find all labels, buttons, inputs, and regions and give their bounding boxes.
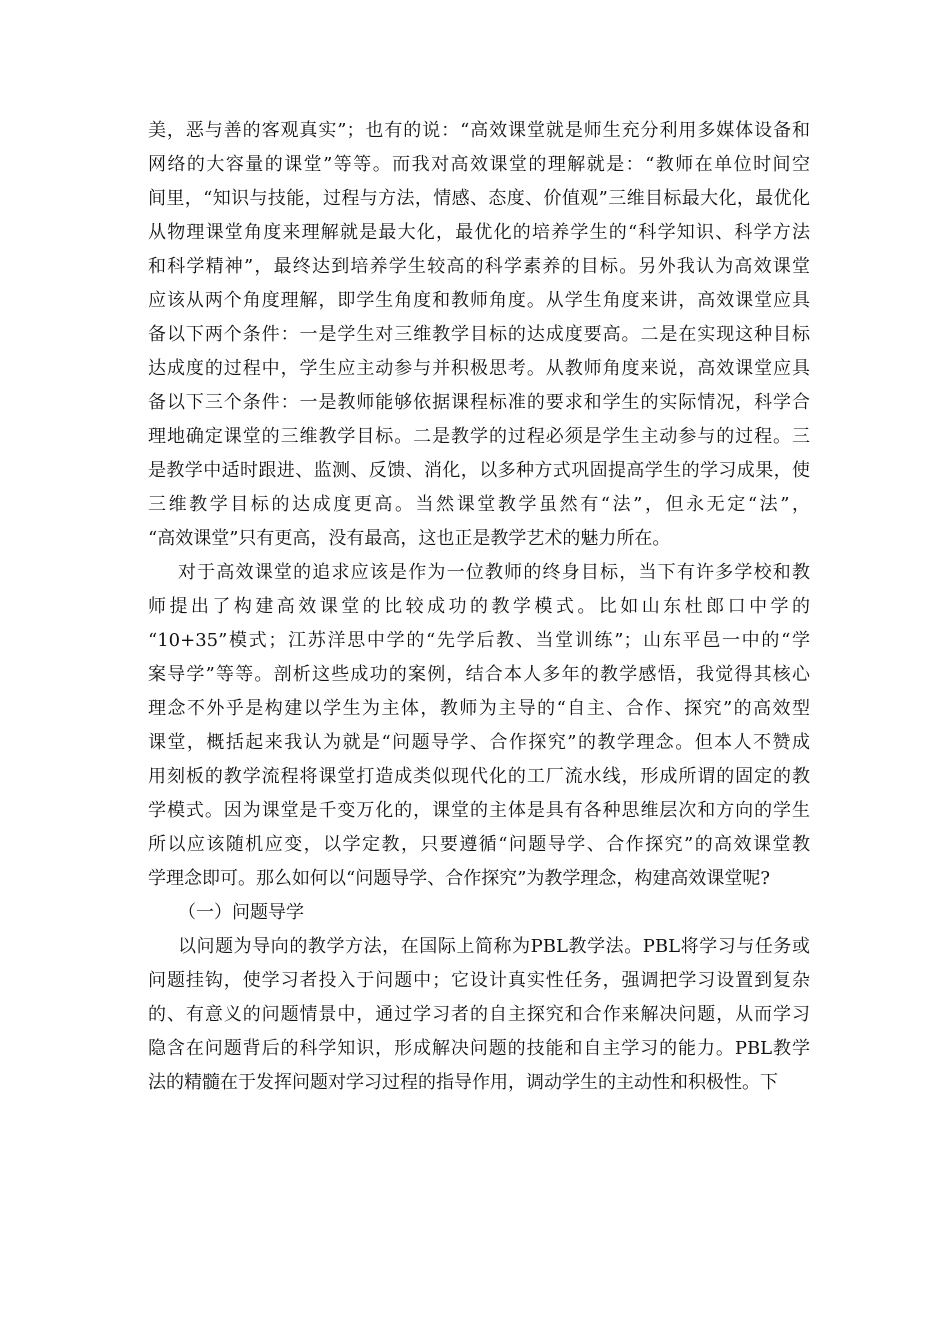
text-line: 从物理课堂角度来理解就是最大化，最优化的培养学生的“科学知识、科学方法 bbox=[148, 222, 810, 243]
text-line: 学理念即可。那么如何以“问题导学、合作探究”为教学理念，构建高效课堂呢? bbox=[148, 868, 771, 889]
text-line: 备以下两个条件：一是学生对三维教学目标的达成度要高。二是在实现这种目标 bbox=[148, 324, 810, 345]
document-body bbox=[148, 114, 810, 1100]
text-line: 美，恶与善的客观真实”；也有的说：“高效课堂就是师生充分利用多媒体设备和 bbox=[148, 120, 810, 141]
text-line: 法的精髓在于发挥问题对学习过程的指导作用，调动学生的主动性和积极性。下 bbox=[148, 1072, 778, 1093]
text-line: 用刻板的教学流程将课堂打造成类似现代化的工厂流水线，形成所谓的固定的教 bbox=[148, 766, 810, 787]
text-line: 备以下三个条件：一是教师能够依据课程标准的要求和学生的实际情况，科学合 bbox=[148, 392, 810, 413]
text-line: 师提出了构建高效课堂的比较成功的教学模式。比如山东杜郎口中学的 bbox=[148, 596, 810, 617]
text-line: 隐含在问题背后的科学知识，形成解决问题的技能和自主学习的能力。PBL教学 bbox=[148, 1038, 810, 1059]
paragraph bbox=[148, 930, 810, 1100]
text-line: 案导学”等等。剖析这些成功的案例，结合本人多年的教学感悟，我觉得其核心 bbox=[148, 664, 810, 685]
text-line: 网络的大容量的课堂”等等。而我对高效课堂的理解就是：“教师在单位时间空 bbox=[148, 154, 810, 175]
text-line: 三维教学目标的达成度更高。当然课堂教学虽然有“法”，但永无定“法”， bbox=[148, 494, 810, 515]
text-line: 课堂，概括起来我认为就是“问题导学、合作探究”的教学理念。但本人不赞成 bbox=[148, 732, 810, 753]
text-line: “10+35”模式；江苏洋思中学的“先学后教、当堂训练”；山东平邑一中的“学 bbox=[148, 630, 810, 651]
text-line: 和科学精神”，最终达到培养学生较高的科学素养的目标。另外我认为高效课堂 bbox=[148, 256, 810, 277]
text-line: 是教学中适时跟进、监测、反馈、消化，以多种方式巩固提高学生的学习成果，使 bbox=[148, 460, 810, 481]
heading-text: （一）问题导学 bbox=[178, 902, 304, 923]
text-line: 理念不外乎是构建以学生为主体，教师为主导的“自主、合作、探究”的高效型 bbox=[148, 698, 810, 719]
text-line: 间里，“知识与技能，过程与方法，情感、态度、价值观”三维目标最大化，最优化 bbox=[148, 188, 810, 209]
text-line: 理地确定课堂的三维教学目标。二是教学的过程必须是学生主动参与的过程。三 bbox=[148, 426, 810, 447]
text-line: 的、有意义的问题情景中，通过学习者的自主探究和合作来解决问题，从而学习 bbox=[148, 1004, 810, 1025]
text-line: “高效课堂”只有更高，没有最高，这也正是教学艺术的魅力所在。 bbox=[148, 528, 671, 549]
section-heading bbox=[148, 896, 810, 930]
text-line: 达成度的过程中，学生应主动参与并积极思考。从教师角度来说，高效课堂应具 bbox=[148, 358, 810, 379]
text-line: 应该从两个角度理解，即学生角度和教师角度。从学生角度来讲，高效课堂应具 bbox=[148, 290, 810, 311]
text-line: 学模式。因为课堂是千变万化的，课堂的主体是具有各种思维层次和方向的学生 bbox=[148, 800, 810, 821]
text-line: 所以应该随机应变，以学定教，只要遵循“问题导学、合作探究”的高效课堂教 bbox=[148, 834, 810, 855]
paragraph bbox=[148, 556, 810, 896]
text-line: 对于高效课堂的追求应该是作为一位教师的终身目标，当下有许多学校和教 bbox=[178, 562, 810, 583]
text-line: 问题挂钩，使学习者投入于问题中；它设计真实性任务，强调把学习设置到复杂 bbox=[148, 970, 810, 991]
text-line: 以问题为导向的教学方法，在国际上简称为PBL教学法。PBL将学习与任务或 bbox=[178, 936, 810, 957]
paragraph bbox=[148, 114, 810, 556]
